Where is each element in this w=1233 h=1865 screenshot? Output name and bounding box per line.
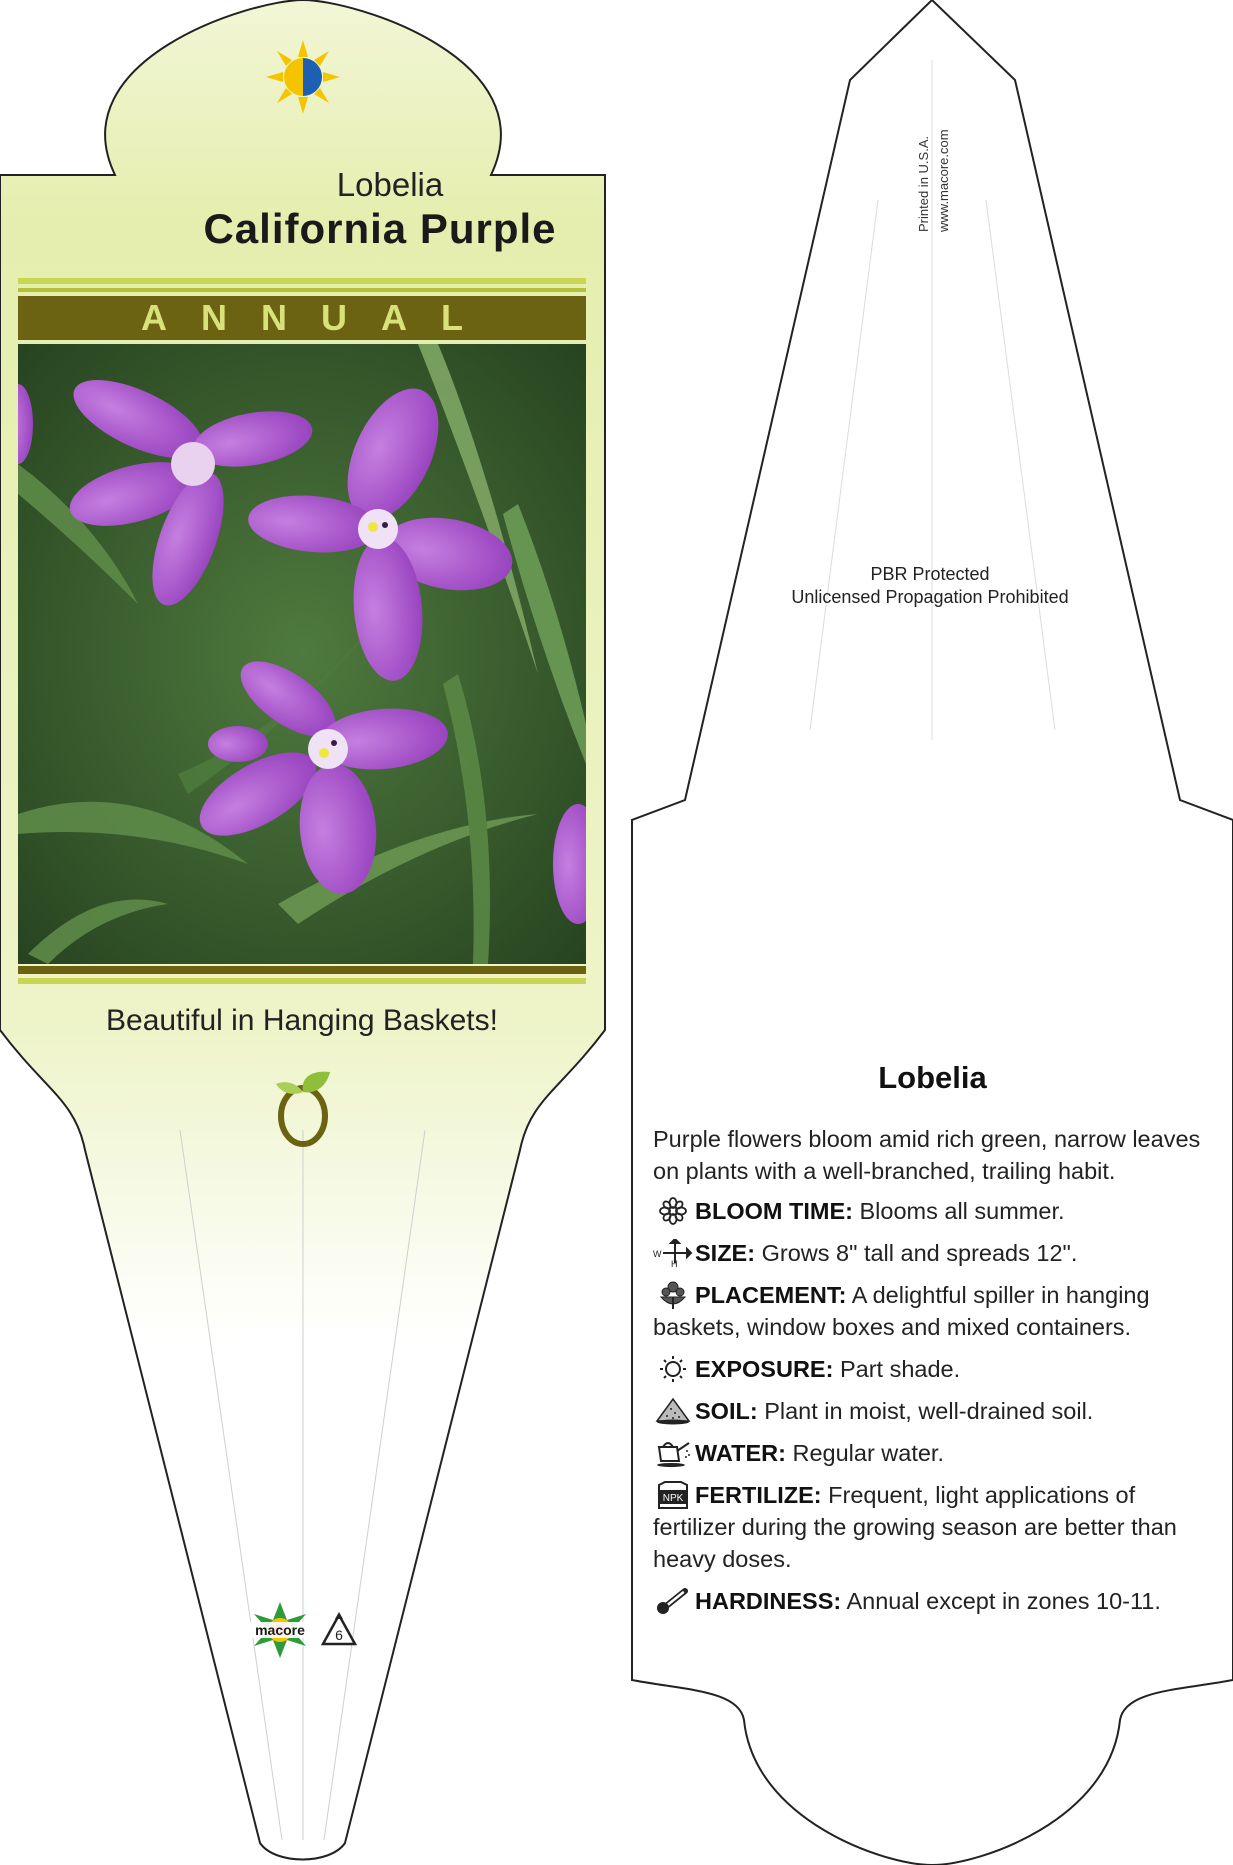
- placement-text: A delightful spiller in hanging baskets, window boxes and mixed containers.: [653, 1282, 1150, 1340]
- flower-icon: [653, 1197, 693, 1225]
- care-row-exposure: [653, 1353, 1223, 1385]
- watering-can-icon: [653, 1439, 693, 1467]
- thermometer-icon: [653, 1587, 693, 1615]
- exposure-text: Part shade.: [839, 1356, 961, 1382]
- size-w-label: W: [653, 1249, 662, 1259]
- size-text: Grows 8" tall and spreads 12".: [761, 1240, 1078, 1266]
- hardiness-text: Annual except in zones 10-11.: [846, 1588, 1161, 1614]
- npk-label: NPK: [662, 1493, 684, 1504]
- soil-label: SOIL:: [695, 1398, 758, 1424]
- exposure-label: EXPOSURE:: [695, 1356, 834, 1382]
- category-label: ANNUAL: [141, 297, 497, 338]
- care-info: [653, 1123, 1223, 1627]
- pbr-notice: [700, 563, 1160, 609]
- recycle-icon: [320, 1612, 358, 1648]
- sprout-logo-icon: [270, 1068, 336, 1148]
- care-row-hardiness: [653, 1585, 1223, 1617]
- care-row-placement: [653, 1279, 1223, 1343]
- size-h-label: H: [671, 1259, 678, 1267]
- info-title: Lobelia: [878, 1060, 987, 1095]
- fertilize-label: FERTILIZE:: [695, 1482, 822, 1508]
- size-arrows-icon: [653, 1239, 693, 1267]
- website: www.macore.com: [936, 129, 951, 232]
- hardiness-label: HARDINESS:: [695, 1588, 842, 1614]
- size-label: SIZE:: [695, 1240, 756, 1266]
- water-text: Regular water.: [792, 1440, 944, 1466]
- category-banner: [18, 296, 586, 340]
- soil-text: Plant in moist, well-drained soil.: [764, 1398, 1094, 1424]
- common-name: Lobelia: [336, 166, 444, 203]
- pbr-line-1: PBR Protected: [870, 564, 990, 584]
- pbr-line-2: Unlicensed Propagation Prohibited: [791, 587, 1069, 607]
- care-row-water: [653, 1437, 1223, 1469]
- care-row-soil: [653, 1395, 1223, 1427]
- bloom-label: BLOOM TIME:: [695, 1198, 853, 1224]
- care-row-size: [653, 1237, 1223, 1269]
- soil-icon: [653, 1397, 693, 1425]
- tagline: Beautiful in Hanging Baskets!: [106, 1004, 498, 1037]
- printed-in-usa: Printed in U.S.A.: [916, 135, 931, 232]
- recycle-code: 6: [335, 1627, 343, 1643]
- variety-name: California Purple: [203, 205, 557, 252]
- sun-icon: [653, 1355, 693, 1383]
- description: Purple flowers bloom amid rich green, narrow leaves on plants with a well-branched, trailing habit.: [653, 1126, 1201, 1184]
- placement-icon: [653, 1281, 693, 1309]
- brand-logo-icon: [246, 1600, 314, 1662]
- plant-photo: [18, 344, 586, 964]
- care-row-fertilize: [653, 1479, 1223, 1575]
- water-label: WATER:: [695, 1440, 786, 1466]
- fertilize-text: Frequent, light applications of fertilizer during the growing season are better than heavy doses.: [653, 1482, 1177, 1572]
- care-row-bloom: [653, 1195, 1223, 1227]
- placement-label: PLACEMENT:: [695, 1282, 847, 1308]
- part-shade-icon: [264, 38, 342, 116]
- bloom-text: Blooms all summer.: [859, 1198, 1065, 1224]
- npk-icon: [653, 1481, 693, 1509]
- brand-name: macore: [255, 1622, 305, 1638]
